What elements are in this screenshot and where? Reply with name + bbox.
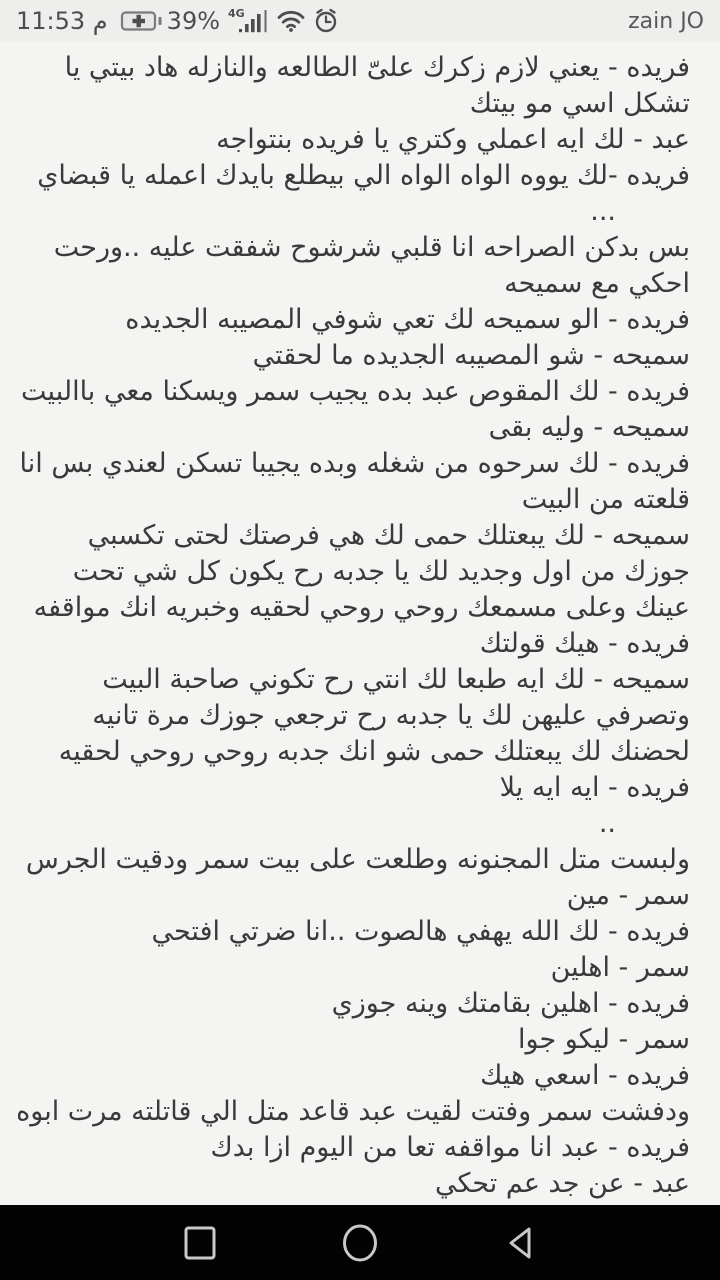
recents-button[interactable] (183, 1225, 217, 1261)
alarm-clock-icon (313, 8, 339, 34)
story-line: فريده - لك سرحوه من شغله وبده يجيبا تسكن لعندي بس انا (19, 448, 690, 479)
status-bar (0, 0, 720, 42)
battery-charging-icon (120, 9, 164, 33)
home-button[interactable] (340, 1223, 380, 1263)
story-line: فريده - اسعي هيك (480, 1060, 690, 1091)
story-line: وتصرفي عليهن لك يا جدبه رح ترجعي جوزك مرة تانيه (92, 700, 690, 731)
story-line: سمر - اهلين (550, 952, 690, 983)
story-line: جوزك من اول وجديد لك يا جدبه رح يكون كل شي تحت (72, 556, 690, 587)
story-line: سميحه - وليه بقى (488, 412, 690, 443)
story-line: فريده - لك الله يهفي هالصوت ..انا ضرتي افتحي (151, 916, 690, 947)
story-line: لحضنك لك يبعتلك حمى شو انك جدبه روحي روحي لحقيه (58, 736, 690, 767)
story-line: ... (590, 196, 616, 227)
signal-bars-icon (228, 7, 270, 35)
recents-square-icon (183, 1246, 217, 1265)
story-line: قلعته من البيت (521, 484, 690, 515)
story-line: فريده - يعني لازم زكرك علىّ الطالعه والنازله هاد بيتي يا (64, 52, 690, 83)
story-line: ودفشت سمر وفتت لقيت عبد قاعد متل الي قاتلته مرت ابوه (16, 1096, 690, 1127)
story-text-area[interactable] (0, 42, 720, 1205)
story-line: فريده - ايه ايه يلا (499, 772, 690, 803)
network-type-label: 4G (228, 7, 245, 20)
story-line: فريده - اهلين بقامتك وينه جوزي (331, 988, 690, 1019)
story-line: فريده - لك المقوص عبد بده يجيب سمر ويسكنا معي باالبيت (21, 376, 690, 407)
story-line: احكي مع سميحه (504, 268, 690, 299)
story-line: فريده - عبد انا مواقفه تعا من اليوم ازا بدك (210, 1132, 690, 1163)
home-circle-icon (340, 1248, 380, 1267)
story-line: ولبست متل المجنونه وطلعت على بيت سمر ودقيت الجرس (25, 844, 690, 875)
carrier-name: zain JO (628, 8, 704, 34)
story-line: عبد - لك ايه اعملي وكتري يا فريده بنتواجه (216, 124, 690, 155)
clock-time: م 11:53 (16, 7, 108, 35)
story-line: سمر - مين (566, 880, 690, 911)
story-line: سميحه - لك يبعتلك حمى لك هي فرصتك لحتى تكسبي (87, 520, 690, 551)
story-line: فريده - الو سميحه لك تعي شوفي المصيبه الجديده (125, 304, 690, 335)
battery-percent: 39% (166, 7, 221, 35)
story-line: تشكل اسي مو بيتك (469, 88, 690, 119)
story-line: .. (598, 808, 616, 839)
story-line: سمر - ليكو جوا (518, 1024, 690, 1055)
story-line: بس بدكن الصراحه انا قلبي شرشوح شفقت عليه ..ورحت (53, 232, 690, 263)
back-triangle-icon (503, 1247, 537, 1266)
android-nav-bar (0, 1205, 720, 1280)
story-line: فريده -لك يووه الواه الواه الي بيطلع بايدك اعمله يا قبضاي (37, 160, 690, 191)
story-line: سميحه - شو المصيبه الجديده ما لحقتي (252, 340, 690, 371)
wifi-icon (277, 9, 305, 33)
back-button[interactable] (503, 1224, 537, 1262)
story-line: فريده - هيك قولتك (479, 628, 690, 659)
story-line: سميحه - لك ايه طبعا لك انتي رح تكوني صاحبة البيت (102, 664, 690, 695)
story-line: عينك وعلى مسمعك روحي روحي لحقيه وخبريه انك مواقفه (33, 592, 690, 623)
story-line: عبد - عن جد عم تحكي (434, 1168, 690, 1199)
